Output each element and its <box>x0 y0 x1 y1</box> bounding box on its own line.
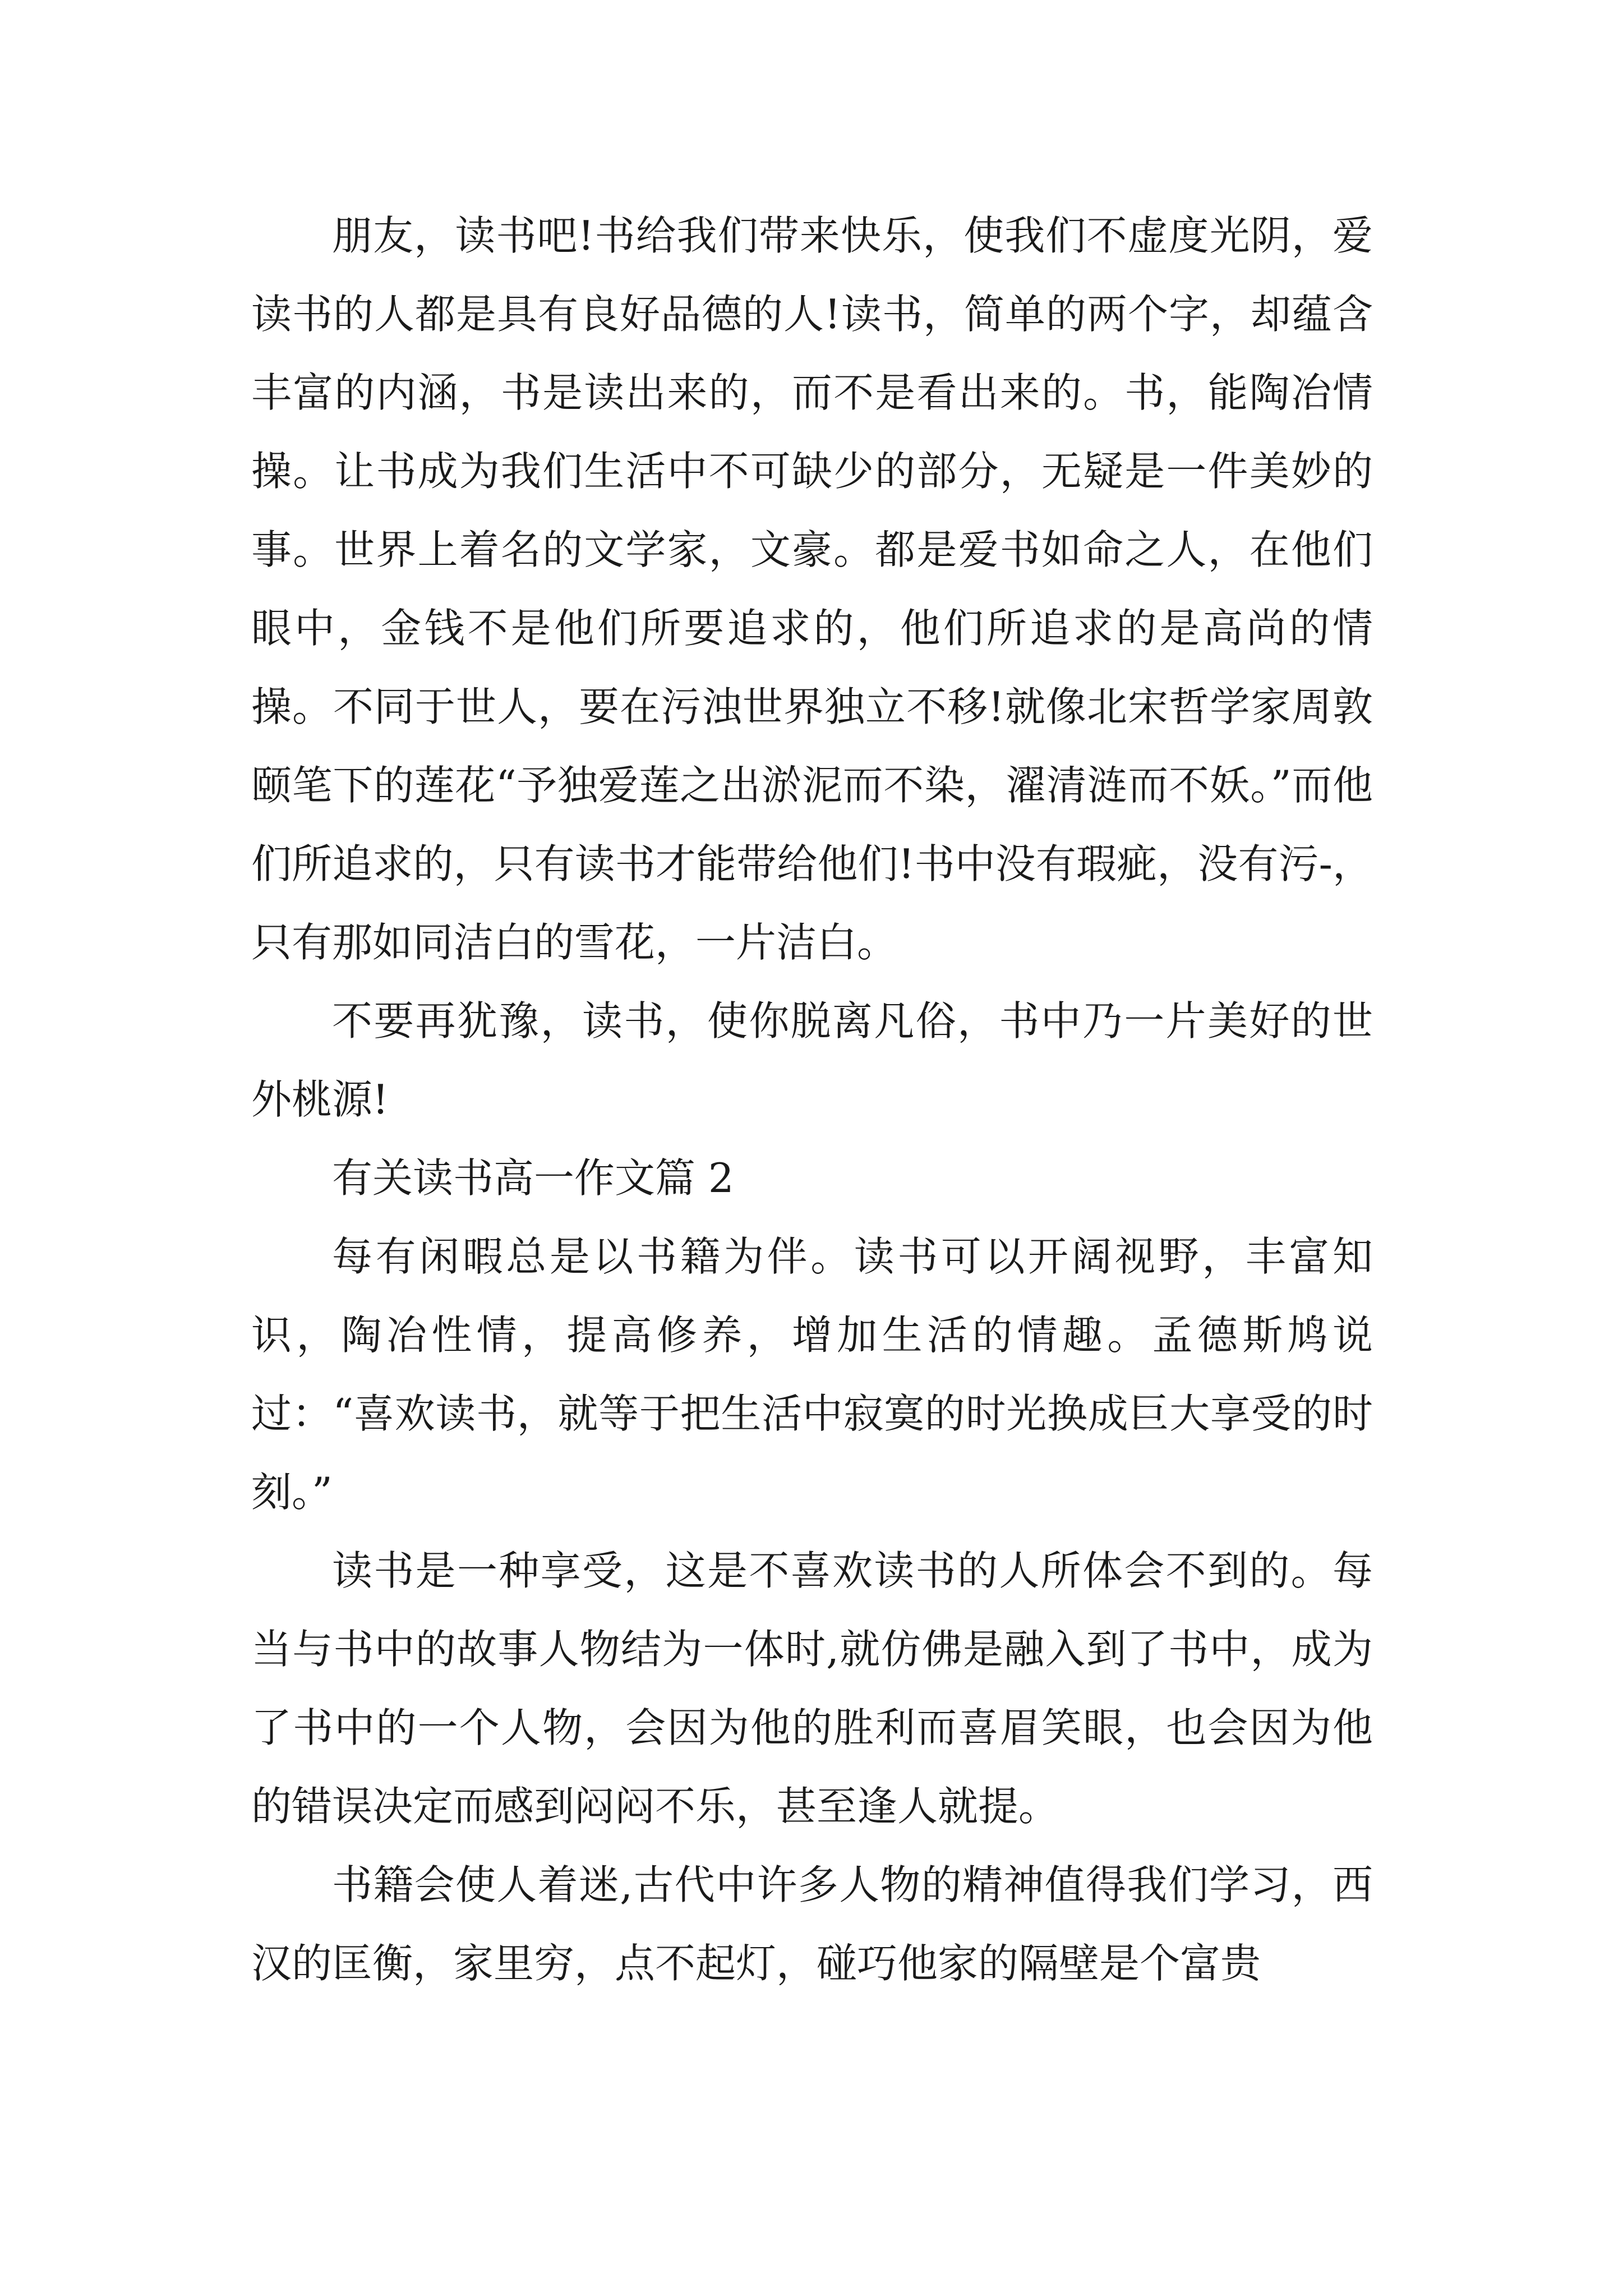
paragraph: 书籍会使人着迷,古代中许多人物的精神值得我们学习，西汉的匡衡，家里穷，点不起灯，碰巧他家的隔壁是个富贵 <box>251 1861 1373 1987</box>
document-body <box>251 196 1373 2003</box>
section-heading: 有关读书高一作文篇 2 <box>332 1154 734 1202</box>
paragraph: 朋友，读书吧!书给我们带来快乐，使我们不虚度光阴，爱读书的人都是具有良好品德的人!读书，简单的两个字，却蕴含丰富的内涵，书是读出来的，而不是看出来的。书，能陶冶情操。让书成为我们生活中不可缺少的部分，无疑是一件美妙的事。世界上着名的文学家，文豪。都是爱书如命之人，在他们眼中，金钱不是他们所要追求的，他们所追求的是高尚的情操。不同于世人，要在污浊世界独立不移!就像北宋哲学家周敦颐笔下的莲花“予独爱莲之出淤泥而不染，濯清涟而不妖。”而他们所追求的，只有读书才能带给他们!书中没有瑕疵，没有污-，只有那如同洁白的雪花，一片洁白。 <box>251 212 1373 966</box>
paragraph: 读书是一种享受，这是不喜欢读书的人所体会不到的。每当与书中的故事人物结为一体时,就仿佛是融入到了书中，成为了书中的一个人物，会因为他的胜利而喜眉笑眼，也会因为他的错误决定而感到闷闷不乐，甚至逢人就提。 <box>251 1547 1373 1830</box>
paragraph: 每有闲暇总是以书籍为伴。读书可以开阔视野，丰富知识，陶冶性情，提高修养，增加生活的情趣。孟德斯鸠说过：“喜欢读书，就等于把生活中寂寞的时光换成巨大享受的时刻。” <box>251 1233 1373 1516</box>
paragraph: 不要再犹豫，读书，使你脱离凡俗，书中乃一片美好的世外桃源! <box>251 997 1373 1123</box>
